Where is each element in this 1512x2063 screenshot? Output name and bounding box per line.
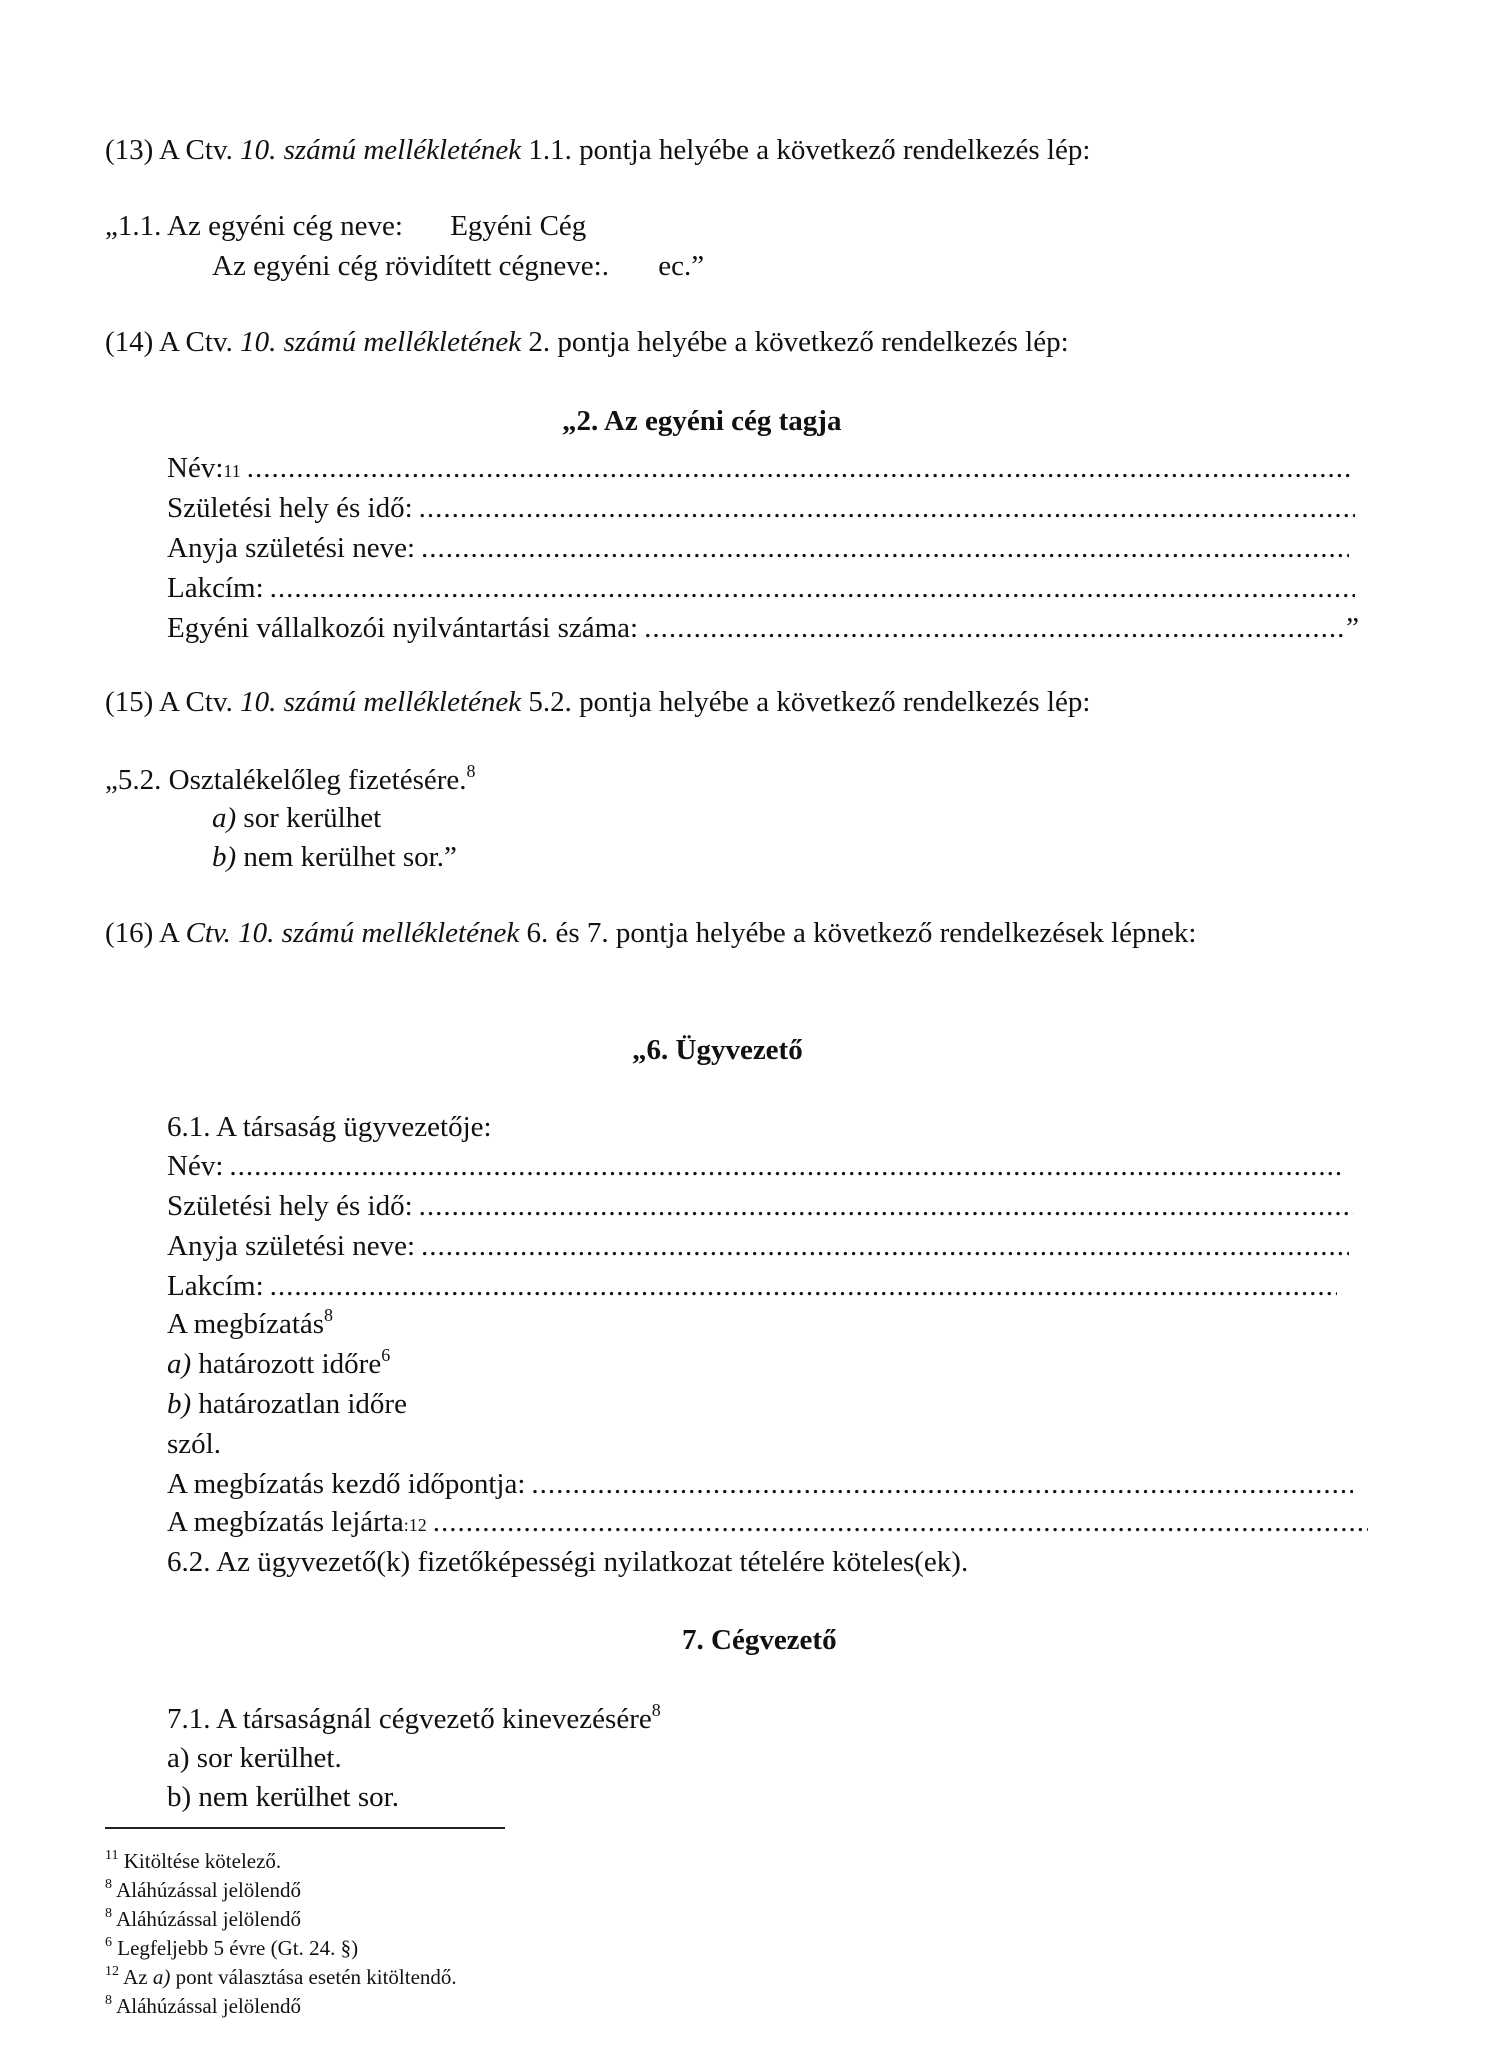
s6-mother-field xyxy=(167,1232,1349,1261)
s6-start-field xyxy=(167,1470,1353,1499)
section-2-heading: „2. Az egyéni cég tagja xyxy=(562,405,842,437)
paragraph-13-italic: 10. számú mellékletének xyxy=(240,134,522,166)
paragraph-15-italic: 10. számú mellékletének xyxy=(240,686,522,718)
paragraph-15 xyxy=(105,688,1090,717)
footnote-4 xyxy=(105,1935,359,1960)
footnote-separator xyxy=(105,1827,505,1829)
s2-name-dots xyxy=(247,454,1352,483)
s2-birth-label: Születési hely és idő: xyxy=(167,492,413,524)
short-name-label: Az egyéni cég rövidített cégneve:. xyxy=(212,250,609,282)
section-6-heading: „6. Ügyvezető xyxy=(632,1034,803,1066)
s6-option-a-letter: a) xyxy=(167,1348,192,1380)
s2-name-label: Név: xyxy=(167,452,224,484)
s6-mandate xyxy=(167,1305,334,1340)
s2-mother-dots xyxy=(421,534,1349,563)
paragraph-14 xyxy=(105,328,1069,357)
s7-option-b: b) nem kerülhet sor. xyxy=(167,1781,399,1813)
s6-address-label: Lakcím: xyxy=(167,1270,264,1302)
footnote-6-mark: 8 xyxy=(105,1993,112,2008)
s2-mother-label: Anyja születési neve: xyxy=(167,532,416,564)
s6-birth-label: Születési hely és idő: xyxy=(167,1190,413,1222)
s6-mandate-option-a xyxy=(167,1345,391,1380)
s6-expiry-label: A megbízatás lejárta xyxy=(167,1506,404,1538)
footnote-3 xyxy=(105,1906,301,1931)
s6-name-dots xyxy=(229,1152,1343,1181)
s6-mandate-option-b xyxy=(167,1390,407,1419)
company-name-value: Egyéni Cég xyxy=(450,210,587,242)
s2-registry-field xyxy=(167,614,1359,643)
paragraph-13-rest: 1.1. pontja helyébe a következő rendelkezés lép: xyxy=(528,134,1091,166)
s6-option-b-letter: b) xyxy=(167,1388,192,1420)
s2-name-field: Név: 11 ..... xyxy=(167,454,1352,483)
s2-registry-label: Egyéni vállalkozói nyilvántartási száma: xyxy=(167,612,639,644)
paragraph-14-num: (14) A Ctv. xyxy=(105,326,233,358)
footnote-1 xyxy=(105,1848,282,1873)
s6-start-dots xyxy=(531,1470,1353,1499)
s7-option-a: a) sor kerülhet. xyxy=(167,1742,342,1774)
s7-intro xyxy=(167,1700,661,1735)
s6-option-a-footnote-mark: 6 xyxy=(381,1345,391,1365)
footnote-1-mark: 11 xyxy=(105,1848,119,1863)
footnote-1-text: Kitöltése kötelező. xyxy=(123,1849,282,1873)
paragraph-13-num: (13) A Ctv. xyxy=(105,134,233,166)
paragraph-15-num: (15) A Ctv. xyxy=(105,686,233,718)
footnote-4-mark: 6 xyxy=(105,1935,112,1950)
s2-birth-field xyxy=(167,494,1355,523)
s2-address-dots xyxy=(270,574,1355,603)
footnote-5-mark: 12 xyxy=(105,1964,119,1979)
dividend-footnote-mark: 8 xyxy=(466,761,476,781)
s6-mother-dots xyxy=(421,1232,1349,1261)
footnote-4-text: Legfeljebb 5 évre (Gt. 24. §) xyxy=(117,1936,359,1960)
footnote-2-mark: 8 xyxy=(105,1877,112,1892)
option-a-letter: a) xyxy=(212,802,237,834)
s6-paragraph-6-2: 6.2. Az ügyvezető(k) fizetőképességi nyilatkozat tételére köteles(ek). xyxy=(167,1546,969,1578)
quote-1-1-line2 xyxy=(212,252,704,281)
paragraph-16-rest: 6. és 7. pontja helyébe a következő rendelkezések lépnek: xyxy=(526,917,1197,949)
paragraph-16-italic: Ctv. 10. számú mellékletének xyxy=(185,917,520,949)
s6-expiry-dots xyxy=(433,1508,1368,1537)
s2-close-quote: ” xyxy=(1346,612,1359,644)
s7-intro-footnote-mark: 8 xyxy=(651,1700,661,1720)
paragraph-14-rest: 2. pontja helyébe a következő rendelkezés lép: xyxy=(528,326,1069,358)
paragraph-16 xyxy=(105,919,1196,948)
section-7-heading: 7. Cégvezető xyxy=(682,1624,837,1656)
s6-option-b-text: határozatlan időre xyxy=(198,1388,407,1420)
s6-birth-field xyxy=(167,1192,1353,1221)
s6-address-dots xyxy=(270,1272,1337,1301)
quote-5-2-option-b xyxy=(212,843,457,872)
company-name-label: „1.1. Az egyéni cég neve: xyxy=(105,210,403,242)
s6-mother-label: Anyja születési neve: xyxy=(167,1230,416,1262)
s6-start-label: A megbízatás kezdő időpontja: xyxy=(167,1468,526,1500)
footnote-5-text-post: pont választása esetén kitöltendő. xyxy=(175,1965,457,1989)
footnote-5-text-italic: a) xyxy=(152,1965,171,1989)
paragraph-13 xyxy=(105,136,1090,165)
dividend-title: „5.2. Osztalékelőleg fizetésére. xyxy=(105,764,467,796)
paragraph-14-italic: 10. számú mellékletének xyxy=(240,326,522,358)
s6-szol: szól. xyxy=(167,1428,221,1460)
quote-1-1-line1 xyxy=(105,212,586,241)
s2-birth-dots xyxy=(419,494,1355,523)
s2-address-label: Lakcím: xyxy=(167,572,264,604)
quote-5-2-title xyxy=(105,761,476,796)
s6-expiry-field: A megbízatás lejárta :12 ..... xyxy=(167,1508,1368,1537)
option-a-text: sor kerülhet xyxy=(243,802,382,834)
s2-registry-dots xyxy=(644,614,1346,643)
s6-name-label: Név: xyxy=(167,1150,224,1182)
s6-address-field xyxy=(167,1272,1337,1301)
s6-option-a-text: határozott időre xyxy=(198,1348,382,1380)
footnote-3-text: Aláhúzással jelölendő xyxy=(116,1907,301,1931)
footnote-3-mark: 8 xyxy=(105,1906,112,1921)
paragraph-16-num: (16) A xyxy=(105,917,179,949)
footnote-2-text: Aláhúzással jelölendő xyxy=(116,1878,301,1902)
footnote-6-text: Aláhúzással jelölendő xyxy=(116,1994,301,2018)
footnote-5 xyxy=(105,1964,457,1989)
short-name-value: ec.” xyxy=(658,250,705,282)
footnote-2 xyxy=(105,1877,301,1902)
s2-mother-field xyxy=(167,534,1349,563)
quote-5-2-option-a xyxy=(212,804,381,833)
s6-name-field xyxy=(167,1152,1343,1181)
s6-birth-dots xyxy=(419,1192,1353,1221)
footnote-6 xyxy=(105,1993,301,2018)
footnote-5-text-pre: Az xyxy=(123,1965,148,1989)
s6-intro: 6.1. A társaság ügyvezetője: xyxy=(167,1111,492,1143)
s7-intro-text: 7.1. A társaságnál cégvezető kinevezésére xyxy=(167,1703,652,1735)
s6-mandate-label: A megbízatás xyxy=(167,1308,325,1340)
paragraph-15-rest: 5.2. pontja helyébe a következő rendelkezés lép: xyxy=(528,686,1091,718)
s6-mandate-footnote-mark: 8 xyxy=(324,1305,334,1325)
s2-address-field xyxy=(167,574,1355,603)
option-b-letter: b) xyxy=(212,841,237,873)
option-b-text: nem kerülhet sor.” xyxy=(243,841,457,873)
